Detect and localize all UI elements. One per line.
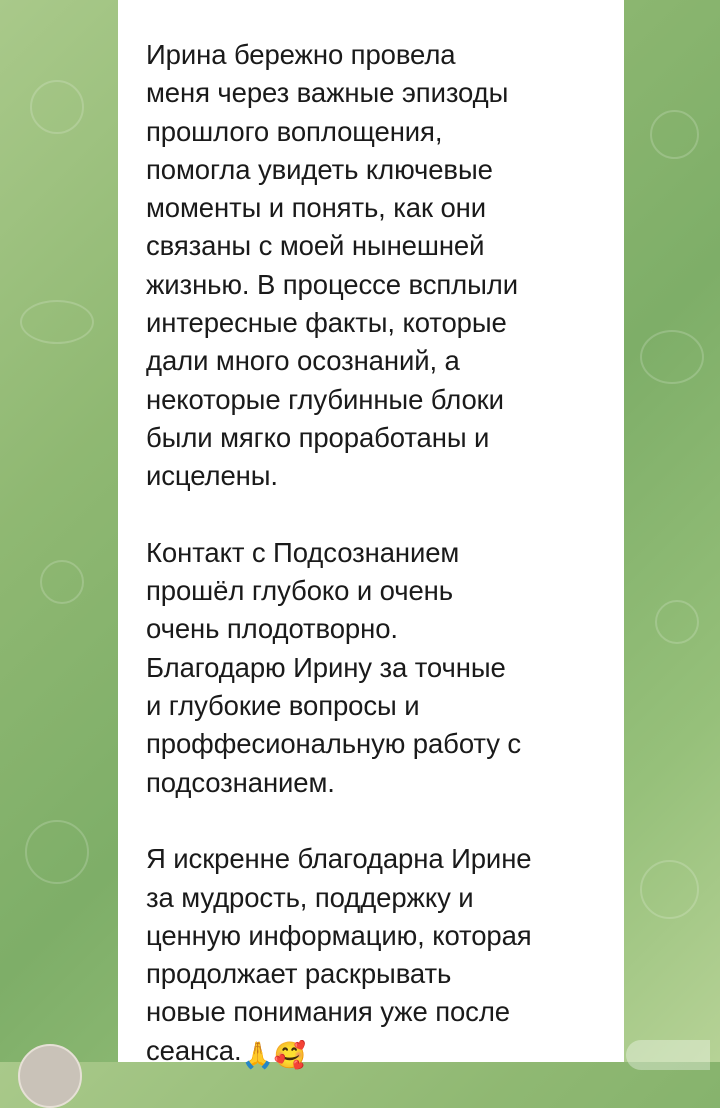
folded-hands-emoji-icon: 🙏 — [241, 1040, 274, 1071]
message-bubble[interactable] — [118, 0, 624, 1071]
message-text — [146, 36, 604, 1070]
scroll-to-bottom-button[interactable] — [626, 1040, 710, 1070]
wallpaper-doodle — [25, 820, 89, 884]
message-paragraph-3: Я искренне благодарна Ирине за мудрость, поддержку и ценную информацию, которая продолжает раскрывать новые понимания уже после сеанса. — [146, 843, 532, 1066]
wallpaper-doodle — [640, 860, 699, 919]
wallpaper-doodle — [20, 300, 94, 344]
wallpaper-doodle — [650, 110, 699, 159]
message-paragraph-1: Ирина бережно провела меня через важные эпизоды прошлого воплощения, помогла увидеть ключевые моменты и понять, как они связаны с моей нынешней жизнью. В процессе всплыли интересные факты, которые дали много осознаний, а некоторые глубинные блоки были мягко проработаны и исцелены. — [146, 39, 518, 492]
wallpaper-doodle — [640, 330, 704, 384]
sender-avatar[interactable] — [18, 1044, 82, 1108]
message-paragraph-2: Контакт с Подсознанием прошёл глубоко и очень очень плодотворно. Благодарю Ирину за точные и глубокие вопросы и проффесиональную работу с подсознанием. — [146, 536, 522, 798]
wallpaper-doodle — [655, 600, 699, 644]
wallpaper-doodle — [40, 560, 84, 604]
smiling-face-with-hearts-emoji-icon: 🥰 — [273, 1040, 307, 1071]
wallpaper-doodle — [30, 80, 84, 134]
